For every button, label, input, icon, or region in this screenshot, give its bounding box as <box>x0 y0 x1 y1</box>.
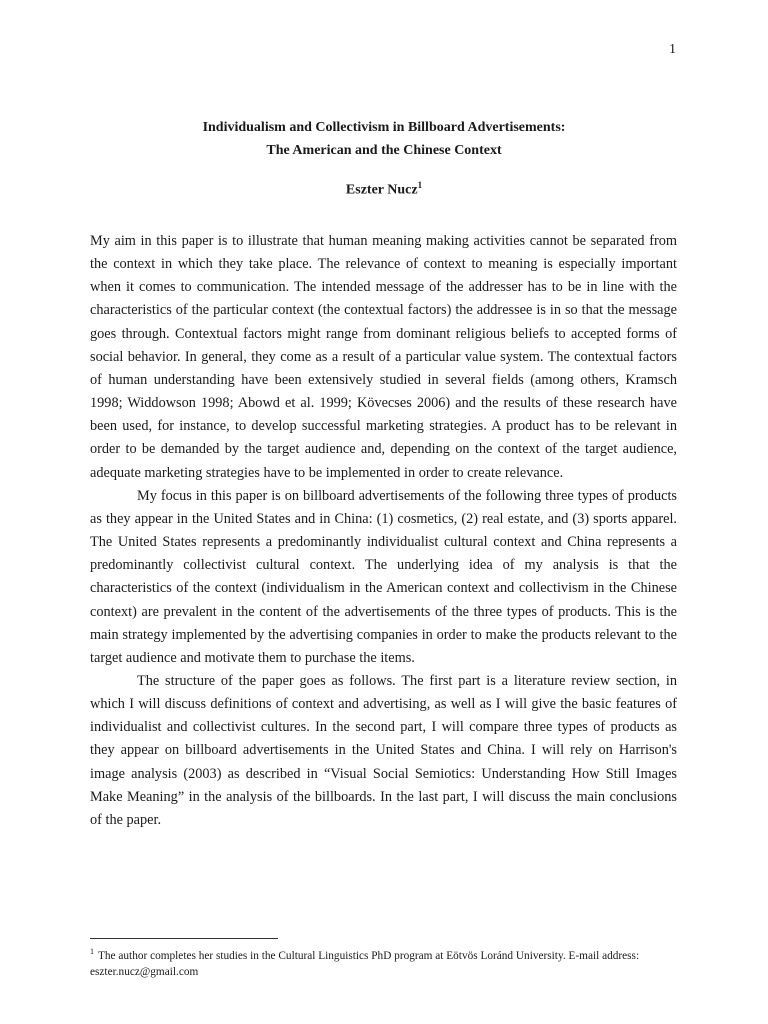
footnote-divider <box>90 938 278 939</box>
paragraph-2: My focus in this paper is on billboard advertisements of the following three types of products as they appear in the United States and in China: (1) cosmetics, (2) real estate, and (3) sports apparel. The United States represents a predominantly individualist cultural context and China represents a predominantly collectivist cultural context. The underlying idea of my analysis is that the characteristics of the context (individualism in the American context and collectivism in the Chinese context) are prevalent in the content of the advertisements of the three types of products. This is the main strategy implemented by the advertising companies in order to make the products relevant to the target audience and motivate them to purchase the items. <box>90 487 677 666</box>
footnote <box>90 944 677 980</box>
paragraph-1: My aim in this paper is to illustrate that human meaning making activities cannot be separated from the context in which they take place. The relevance of context to meaning is especially important when it comes to communication. The intended message of the addresser has to be in line with the characteristics of the particular context (the contextual factors) the addressee is in so that the message goes through. Contextual factors might range from dominant religious beliefs to accepted forms of social behavior. In general, they come as a result of a particular value system. The contextual factors of human understanding have been extensively studied in several fields (among others, Kramsch 1998; Widdowson 1998; Abowd et al. 1999; Kövecses 2006) and the results of these research have been used, for instance, to develop successful marketing strategies. A product has to be relevant in order to be demanded by the target audience and, depending on the context of the target audience, adequate marketing strategies have to be implemented in order to create relevance. <box>90 233 677 481</box>
author-footnote-mark: 1 <box>417 180 423 190</box>
paper-title-line-1: Individualism and Collectivism in Billboard Advertisements: <box>202 120 566 135</box>
footnote-text: The author completes her studies in the Cultural Linguistics PhD program at Eötvös Loránd University. E-mail address: eszter.nucz@gmail.com <box>90 949 640 978</box>
title-block <box>90 116 678 162</box>
paper-title-line-2: The American and the Chinese Context <box>266 143 502 158</box>
body-text <box>90 230 677 832</box>
page-number: 1 <box>669 42 676 57</box>
footnote-mark: 1 <box>90 947 94 956</box>
author-line <box>90 180 678 199</box>
paragraph-3: The structure of the paper goes as follows. The first part is a literature review section, in which I will discuss definitions of context and advertising, as well as I will give the basic features of individualist and collectivist cultures. In the second part, I will compare three types of products as they appear on billboard advertisements in the United States and China. I will rely on Harrison's image analysis (2003) as described in “Visual Social Semiotics: Understanding How Still Images Make Meaning” in the analysis of the billboards. In the last part, I will discuss the main conclusions of the paper. <box>90 672 677 828</box>
author-name: Eszter Nucz <box>345 182 418 198</box>
